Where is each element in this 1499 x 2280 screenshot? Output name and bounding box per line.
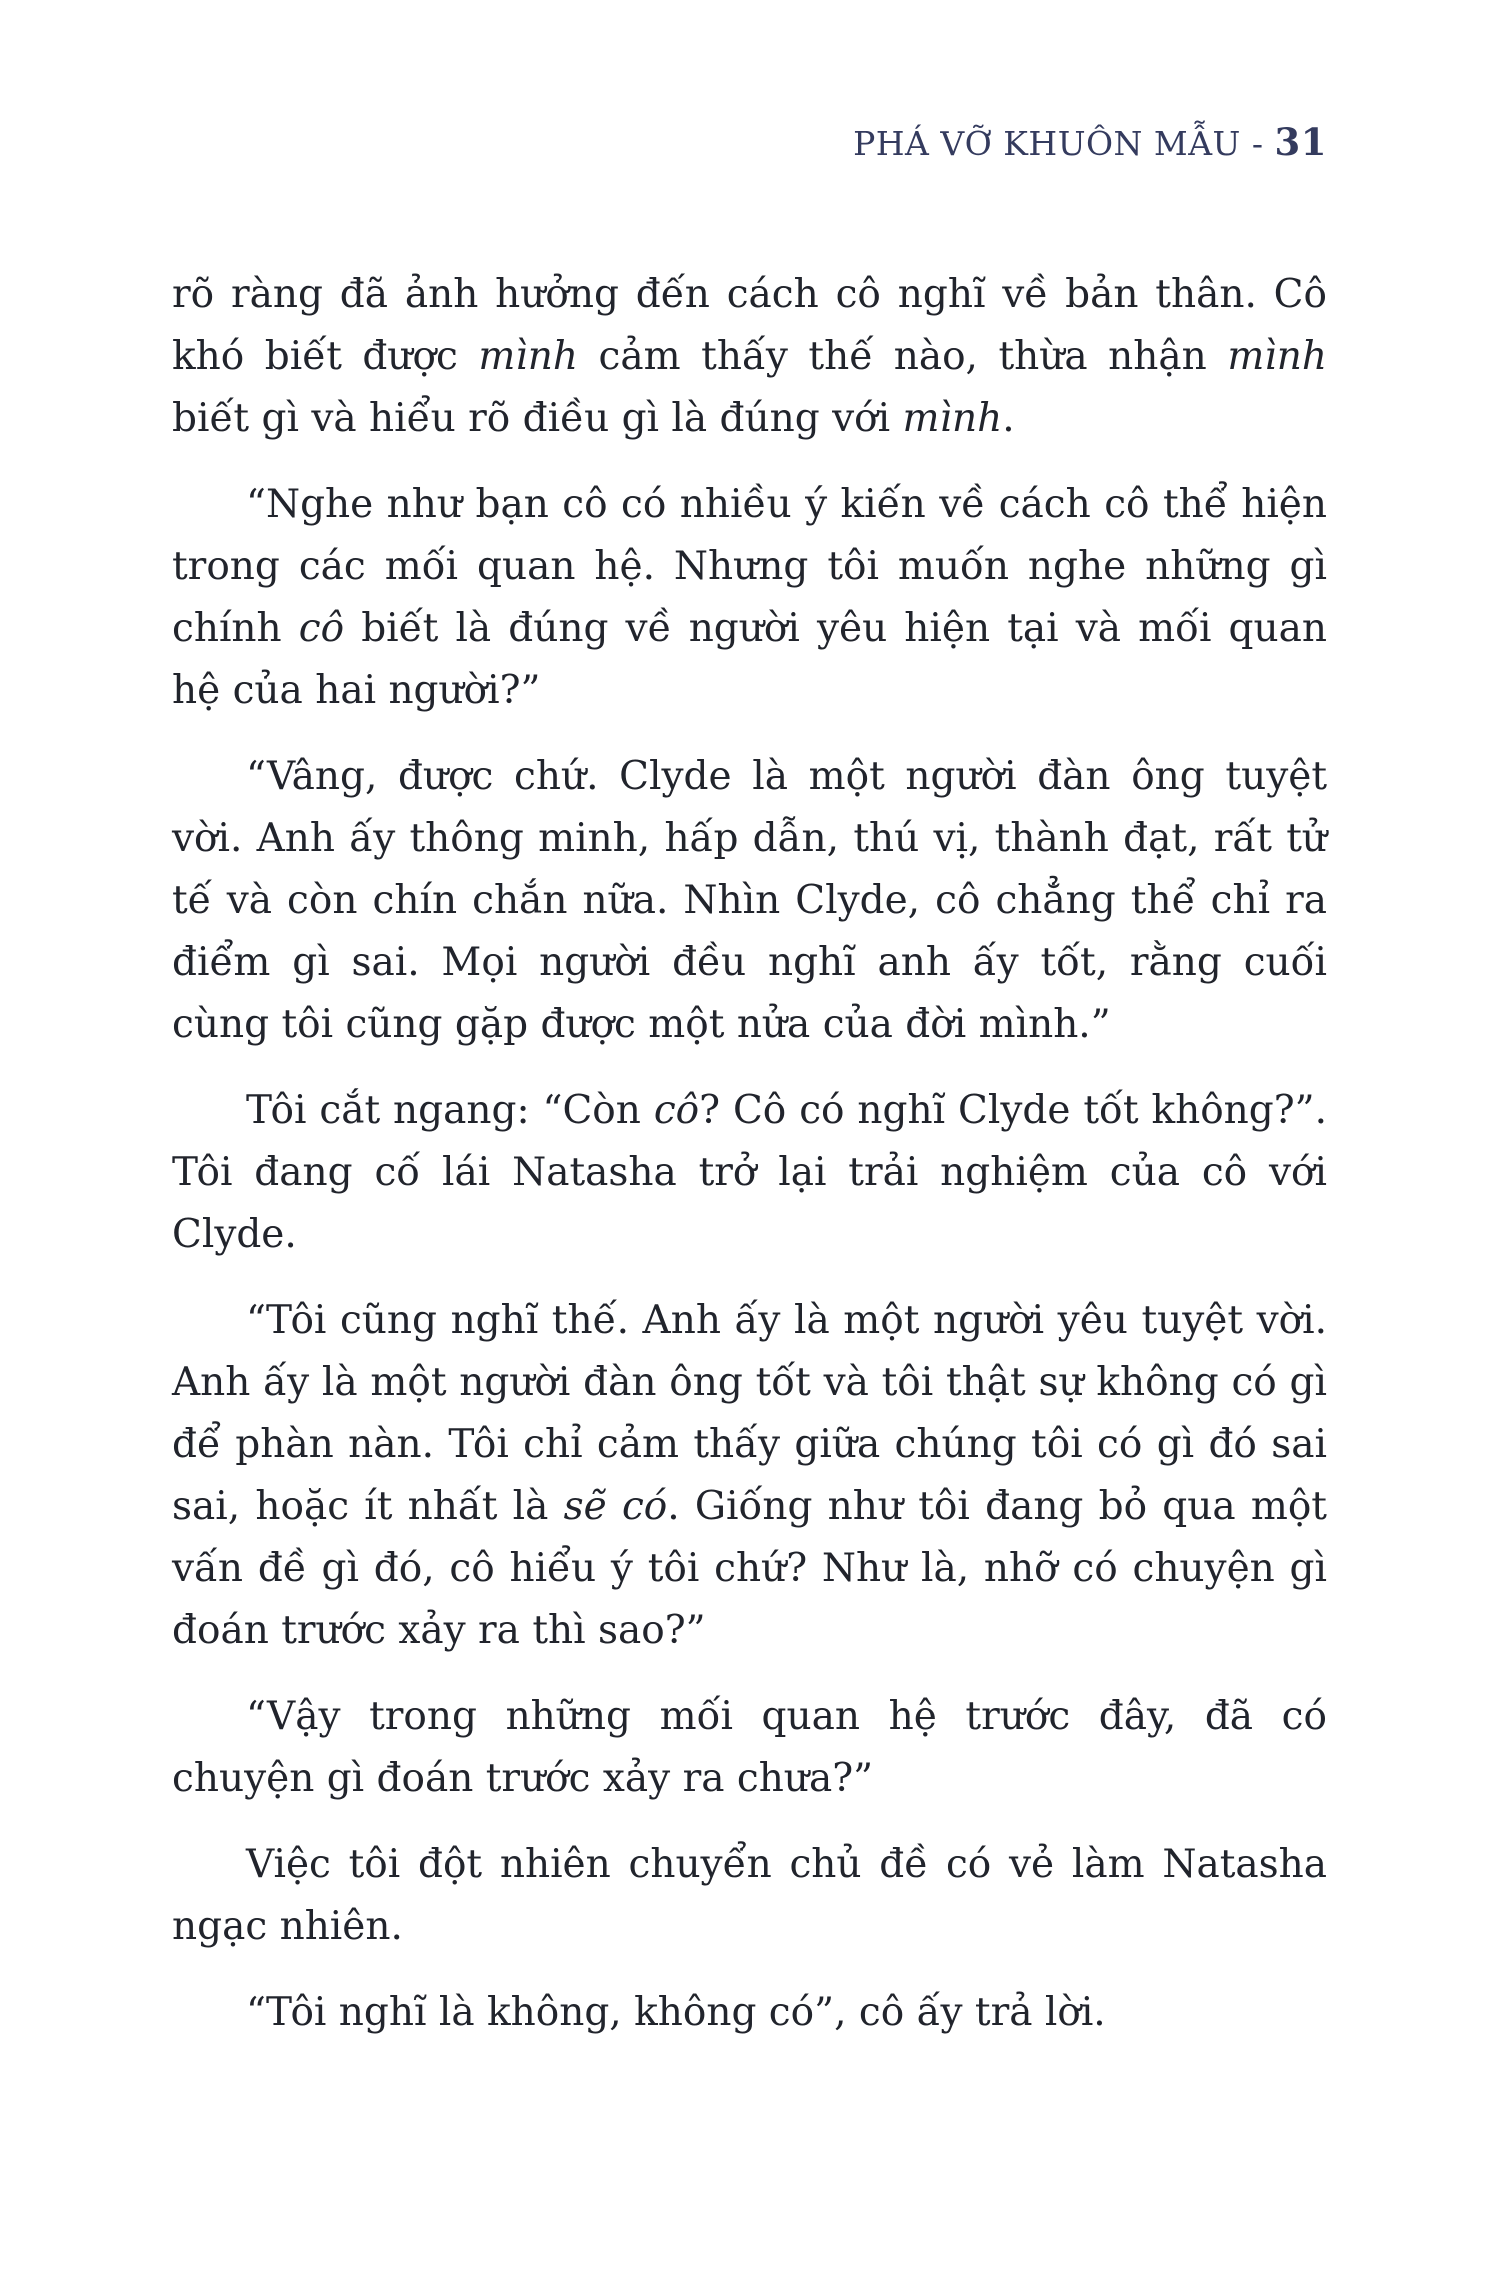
- paragraph: [172, 474, 1327, 722]
- running-header-title: PHÁ VỠ KHUÔN MẪU: [853, 124, 1241, 163]
- text-run: ? Cô có nghĩ Clyde tốt không?”. Tôi đang cố lái Natasha trở lại trải nghiệm của cô với Clyde.: [172, 1088, 1327, 1257]
- paragraph: [172, 1290, 1327, 1662]
- text-run: “Vậy trong những mối quan hệ trước đây, đã có chuyện gì đoán trước xảy ra chưa?”: [172, 1694, 1327, 1801]
- italic-text-run: mình: [902, 396, 1003, 441]
- page-number: 31: [1274, 120, 1327, 164]
- italic-text-run: sẽ có: [563, 1484, 668, 1529]
- running-header-separator: -: [1240, 124, 1275, 163]
- text-run: “Tôi cũng nghĩ thế. Anh ấy là một người yêu tuyệt vời. Anh ấy là một người đàn ông tốt và tôi thật sự không có gì để phàn nàn. Tôi chỉ cảm thấy giữa chúng tôi có gì đó sai sai, hoặc ít nhất là: [172, 1298, 1327, 1529]
- paragraph: [172, 1834, 1327, 1958]
- text-run: cảm thấy thế nào, thừa nhận: [578, 334, 1228, 379]
- paragraph: [172, 264, 1327, 450]
- text-run: “Nghe như bạn cô có nhiều ý kiến về cách cô thể hiện trong các mối quan hệ. Nhưng tôi muốn nghe những gì chính: [172, 482, 1327, 651]
- italic-text-run: cô: [298, 606, 345, 651]
- text-run: .: [1002, 396, 1015, 441]
- text-body: [172, 264, 1327, 2044]
- text-run: biết gì và hiểu rõ điều gì là đúng với: [172, 396, 903, 441]
- paragraph: [172, 1686, 1327, 1810]
- paragraph: [172, 1080, 1327, 1266]
- paragraph: [172, 1982, 1327, 2044]
- text-run: Việc tôi đột nhiên chuyển chủ đề có vẻ làm Natasha ngạc nhiên.: [172, 1842, 1327, 1949]
- text-run: Tôi cắt ngang: “Còn: [246, 1088, 654, 1133]
- italic-text-run: cô: [653, 1088, 700, 1133]
- paragraph: [172, 746, 1327, 1056]
- running-header: [172, 120, 1327, 166]
- text-run: . Giống như tôi đang bỏ qua một vấn đề gì đó, cô hiểu ý tôi chứ? Như là, nhỡ có chuyện gì đoán trước xảy ra thì sao?”: [172, 1484, 1327, 1653]
- text-run: “Vâng, được chứ. Clyde là một người đàn ông tuyệt vời. Anh ấy thông minh, hấp dẫn, thú vị, thành đạt, rất tử tế và còn chín chắn nữa. Nhìn Clyde, cô chẳng thể chỉ ra điểm gì sai. Mọi người đều nghĩ anh ấy tốt, rằng cuối cùng tôi cũng gặp được một nửa của đời mình.”: [172, 754, 1327, 1047]
- italic-text-run: mình: [478, 334, 579, 379]
- text-run: biết là đúng về người yêu hiện tại và mối quan hệ của hai người?”: [172, 606, 1327, 713]
- italic-text-run: mình: [1227, 334, 1328, 379]
- text-run: “Tôi nghĩ là không, không có”, cô ấy trả lời.: [246, 1990, 1106, 2035]
- text-run: rõ ràng đã ảnh hưởng đến cách cô nghĩ về bản thân. Cô khó biết được: [172, 272, 1327, 379]
